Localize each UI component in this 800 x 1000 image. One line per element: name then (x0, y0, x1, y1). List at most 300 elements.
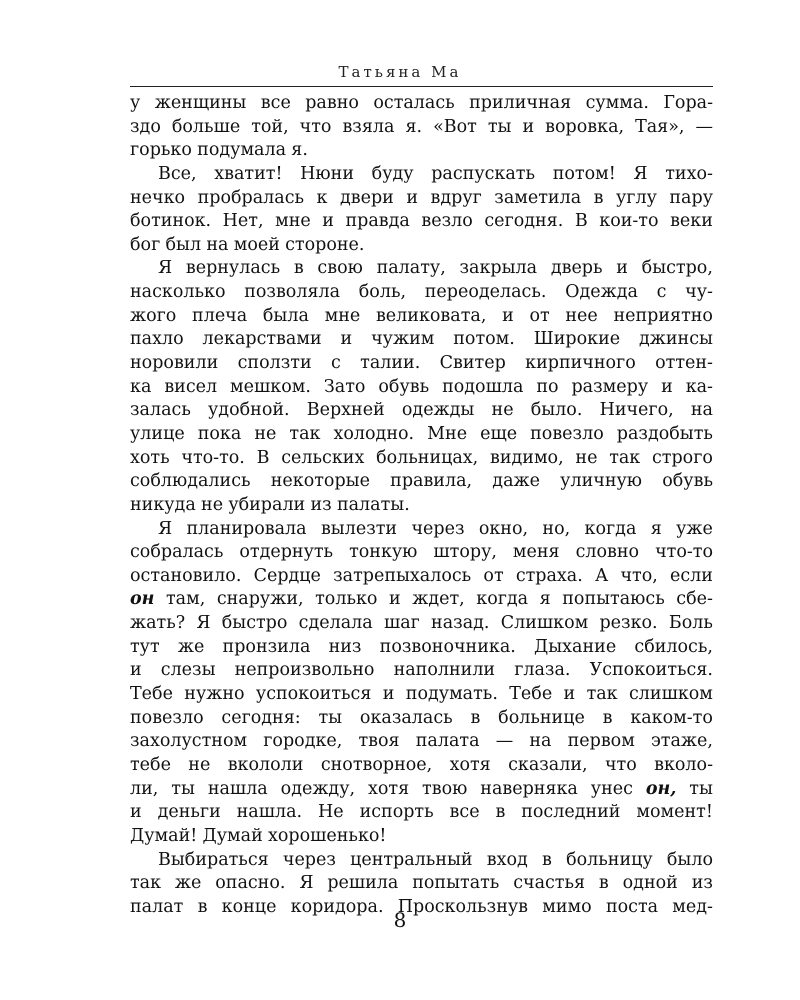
word: подошла (442, 376, 524, 397)
word: все (449, 802, 480, 823)
word: моей (233, 234, 280, 255)
text-line (130, 518, 713, 542)
word: правила, (390, 471, 473, 492)
word: правда (345, 211, 410, 232)
text-line (130, 116, 713, 140)
word: воровка, (545, 116, 625, 137)
word: двери (339, 187, 394, 208)
text-line (130, 612, 713, 636)
word: и (502, 305, 514, 326)
word: к (316, 187, 328, 208)
word: строго (652, 447, 713, 468)
body-text (130, 92, 713, 919)
word: обувь (662, 471, 713, 492)
word: Не (318, 802, 344, 823)
word: и (130, 802, 142, 823)
word: не (188, 754, 211, 775)
word: залась (130, 400, 191, 421)
word: тут (130, 636, 160, 657)
word: ка- (685, 376, 713, 397)
word: и (661, 376, 673, 397)
word: хотя (367, 778, 410, 799)
word: низ (328, 636, 362, 657)
word: и (322, 211, 334, 232)
word: что-то. (181, 447, 245, 468)
word: одной (622, 873, 678, 894)
word: так (130, 873, 162, 894)
word: кои-то (599, 211, 659, 232)
word: сбе- (676, 589, 713, 610)
word: веки (670, 211, 713, 232)
word: Я (633, 163, 648, 184)
word: джинсы (639, 329, 713, 350)
word: через (411, 518, 465, 539)
word: пахло (130, 329, 184, 350)
word: что (604, 754, 637, 775)
word: коридора. (290, 896, 384, 917)
word: удобной. (208, 400, 290, 421)
word: унес (590, 778, 633, 799)
word: талии. (360, 353, 421, 374)
word: из (310, 494, 332, 515)
header-rule (130, 86, 713, 87)
word: Проскользнув (397, 896, 529, 917)
word: испорть (359, 802, 434, 823)
word: улице (130, 423, 185, 444)
word: остановило. (130, 565, 242, 586)
text-line (130, 210, 713, 234)
word: шаг (383, 613, 420, 634)
word: кирпичного (525, 353, 636, 374)
word: на (529, 731, 552, 752)
word: я. (291, 140, 308, 161)
word: собралась (130, 542, 224, 563)
word: центральный (350, 849, 473, 870)
word: у (130, 93, 141, 113)
word: вернулась (185, 258, 281, 279)
text-line (130, 423, 713, 447)
text-line (130, 730, 713, 754)
word: одежды (401, 400, 475, 421)
word: уже (676, 518, 713, 539)
word: А (594, 565, 609, 586)
word: заметила (494, 187, 582, 208)
word: захолустном (130, 731, 248, 752)
word: плеча (192, 305, 248, 326)
word: раздобыть (616, 423, 713, 444)
word: стороне. (285, 234, 365, 255)
word: не (491, 400, 514, 421)
word: быстро, (641, 258, 713, 279)
word: и (522, 116, 535, 137)
text-line (130, 92, 713, 116)
word: попытать (412, 873, 500, 894)
text-line (130, 470, 713, 494)
word: от (529, 305, 550, 326)
word: последний (521, 802, 621, 823)
word: Слишком (500, 613, 589, 634)
word: вход (486, 849, 528, 870)
word: лекарствами (202, 329, 322, 350)
text-line (130, 754, 713, 778)
word: палаты. (336, 494, 410, 515)
word: подумать. (405, 684, 498, 705)
text-line (130, 399, 713, 423)
word: не (201, 494, 224, 515)
word: в (293, 258, 304, 279)
word: Я (158, 258, 173, 279)
word: с (656, 282, 667, 303)
word: здо (130, 116, 161, 137)
word: было (666, 849, 713, 870)
text-line (130, 376, 713, 400)
word: ты (487, 116, 512, 137)
word: уличную (560, 471, 643, 492)
word: некоторые (270, 471, 370, 492)
word: «Вот (433, 116, 477, 137)
word: Все, (158, 163, 197, 184)
word: поста (605, 896, 659, 917)
word: и (382, 684, 395, 705)
word: быстро (221, 613, 288, 634)
word: снотворное, (320, 754, 433, 775)
word: Думай (202, 825, 263, 846)
word: позволяла (244, 282, 341, 303)
word: ты (689, 778, 713, 799)
word: В (256, 447, 270, 468)
word: резко. (599, 613, 658, 634)
word: больше (171, 116, 241, 137)
word: жого (130, 305, 177, 326)
word: пробралась (197, 187, 305, 208)
word: глаза. (514, 660, 571, 681)
word: повезло (530, 423, 604, 444)
word: сбилось, (634, 636, 713, 657)
word: и (563, 684, 576, 705)
word: так (586, 684, 618, 705)
word: сегодня: (221, 707, 301, 728)
word: больницу (566, 849, 653, 870)
text-line (130, 305, 713, 329)
word: не (254, 423, 277, 444)
text-line (130, 588, 713, 612)
word: сумма. (585, 93, 649, 113)
word: Гора- (663, 93, 713, 113)
text-line (130, 328, 713, 352)
word: Широкие (533, 329, 621, 350)
word: Сердце (253, 565, 321, 586)
word: успокоиться (255, 684, 372, 705)
word: он (130, 589, 155, 610)
word: Я (196, 613, 211, 634)
word: что, (620, 565, 658, 586)
word: размеру (571, 376, 649, 397)
word: и (406, 187, 418, 208)
word: Нюни (300, 163, 354, 184)
word: нашла (207, 778, 268, 799)
word: когда (584, 518, 637, 539)
word: непроизвольно (234, 660, 375, 681)
word: тонкую (349, 542, 418, 563)
word: и (340, 329, 353, 350)
word: буду (371, 163, 414, 184)
word: тихо- (665, 163, 713, 184)
word: даже (492, 471, 540, 492)
word: равно (305, 93, 359, 113)
word: боль, (358, 282, 407, 303)
word: взяла (342, 116, 395, 137)
word: наполнили (393, 660, 496, 681)
word: убирали (228, 494, 306, 515)
word: распускать (431, 163, 536, 184)
word: деньги (157, 802, 221, 823)
text-line (130, 139, 713, 163)
word: приличная (469, 93, 572, 113)
word: попытаюсь (562, 589, 665, 610)
word: штору, (433, 542, 497, 563)
word: свою (317, 258, 363, 279)
word: Успокоиться. (589, 660, 713, 681)
word: этаже, (651, 731, 713, 752)
word: больнице (498, 707, 585, 728)
word: Верхней (306, 400, 385, 421)
word: только (315, 589, 378, 610)
word: палата (415, 731, 480, 752)
word: городке, (263, 731, 343, 752)
word: — (495, 731, 514, 752)
word: больницах, (376, 447, 479, 468)
word: мешком. (230, 376, 311, 397)
word: соблюдались (130, 471, 251, 492)
word: он, (645, 778, 677, 799)
word: слезы (160, 660, 216, 681)
word: и (616, 258, 628, 279)
text-line (130, 257, 713, 281)
word: сельских (281, 447, 365, 468)
word: пока (197, 423, 242, 444)
word: одежду, (280, 778, 356, 799)
word: нужно (184, 684, 245, 705)
word: на (206, 234, 229, 255)
text-line (130, 187, 713, 211)
word: момент! (636, 802, 713, 823)
text-line (130, 636, 713, 660)
word: был (165, 234, 202, 255)
word: в (602, 707, 613, 728)
word: там, (165, 589, 206, 610)
word: и (130, 660, 142, 681)
word: чу- (685, 282, 713, 303)
word: бог (130, 234, 161, 255)
word: нашла. (236, 802, 303, 823)
word: повезло (130, 707, 204, 728)
word: из (691, 873, 713, 894)
word: было. (530, 400, 583, 421)
word: никуда (130, 494, 196, 515)
word: Зато (323, 376, 366, 397)
word: чужим (371, 329, 435, 350)
word: оказалась (359, 707, 453, 728)
word: оттен- (655, 353, 713, 374)
word: в (542, 849, 552, 870)
word: на (690, 400, 713, 421)
word: но, (542, 518, 571, 539)
text-line (130, 494, 713, 518)
word: осталась (373, 93, 455, 113)
word: нечко (130, 187, 186, 208)
word: хватит! (214, 163, 283, 184)
word: назад. (431, 613, 490, 634)
word: сползти (237, 353, 312, 374)
word: Ничего, (599, 400, 674, 421)
text-line (130, 163, 713, 187)
word: вдруг (430, 187, 482, 208)
word: снаружи, (216, 589, 304, 610)
word: же (174, 873, 202, 894)
word: ты (318, 707, 343, 728)
word: затрепыхалось (333, 565, 472, 586)
word: вколо- (654, 754, 713, 775)
word: что-то (655, 542, 713, 563)
word: твоя (358, 731, 400, 752)
word: была (262, 305, 309, 326)
word: наверняка (480, 778, 578, 799)
word: великовата, (375, 305, 487, 326)
word: отдернуть (239, 542, 334, 563)
word: в (598, 873, 609, 894)
word: холодно. (333, 423, 415, 444)
word: каком-то (630, 707, 713, 728)
word: я. (405, 116, 423, 137)
word: мне (324, 305, 361, 326)
word: потом. (453, 329, 515, 350)
word: висел (164, 376, 218, 397)
word: опасно. (215, 873, 286, 894)
text-line (130, 281, 713, 305)
word: Нет, (222, 211, 264, 232)
text-line (130, 352, 713, 376)
word: так (609, 447, 641, 468)
word: через (282, 849, 336, 870)
word: подумала (197, 140, 287, 161)
page-number: 8 (393, 908, 407, 932)
word: ждет, (412, 589, 465, 610)
text-line (130, 541, 713, 565)
word: я (650, 518, 662, 539)
word: что (299, 116, 332, 137)
word: тебе (130, 754, 171, 775)
word: мне (275, 211, 311, 232)
word: жать? (130, 613, 186, 634)
word: той, (251, 116, 289, 137)
word: если (669, 565, 713, 586)
word: Думай! (130, 825, 198, 846)
text-line (130, 707, 713, 731)
word: так (289, 423, 321, 444)
word: нее (565, 305, 598, 326)
word: Одежда (565, 282, 638, 303)
word: везло (421, 211, 473, 232)
word: вкололи (227, 754, 304, 775)
word: вылезти (320, 518, 398, 539)
word: в (593, 187, 604, 208)
word: Дыхание (534, 636, 617, 657)
word: хоть (130, 447, 170, 468)
word: Свитер (439, 353, 506, 374)
word: палату, (376, 258, 446, 279)
word: пару (669, 187, 713, 208)
word: слишком (628, 684, 713, 705)
word: когда (476, 589, 529, 610)
word: углу (616, 187, 657, 208)
word: еще (480, 423, 518, 444)
word: — (695, 116, 713, 137)
word: окно, (478, 518, 529, 539)
text-line (130, 872, 713, 896)
word: хотя (449, 754, 491, 775)
word: насколько (130, 282, 226, 303)
word: Тая», (635, 116, 685, 137)
word: ка (130, 376, 152, 397)
text-line (130, 447, 713, 471)
word: по (536, 376, 559, 397)
word: переоделась. (424, 282, 547, 303)
word: все (260, 93, 291, 113)
word: словно (575, 542, 640, 563)
word: потом! (552, 163, 616, 184)
word: сказали, (508, 754, 588, 775)
word: хорошенько! (268, 825, 387, 846)
word: обувь (378, 376, 430, 397)
text-line (130, 778, 713, 802)
word: и (389, 589, 401, 610)
word: Боль (668, 613, 713, 634)
word: меня (512, 542, 560, 563)
word: палат (130, 896, 184, 917)
word: ли, (130, 778, 159, 799)
text-line (130, 801, 713, 825)
word: сделала (298, 613, 373, 634)
text-line (130, 659, 713, 683)
word: от (483, 565, 504, 586)
text-line (130, 565, 713, 589)
word: Я (299, 873, 314, 894)
word: Тебе (130, 684, 173, 705)
word: решила (327, 873, 399, 894)
word: сегодня. (484, 211, 564, 232)
word: страха. (515, 565, 583, 586)
word: видимо, (489, 447, 564, 468)
text-line (130, 234, 713, 258)
word: с (330, 353, 341, 374)
word: женщины (154, 93, 247, 113)
word: мимо (542, 896, 592, 917)
text-line (130, 825, 713, 849)
word: в (470, 707, 481, 728)
word: дверь (550, 258, 603, 279)
word: ботинок. (130, 211, 212, 232)
word: Мне (427, 423, 468, 444)
running-head-author: Татьяна Ма (338, 63, 462, 81)
word: норовили (130, 353, 219, 374)
word: твою (422, 778, 468, 799)
word: первом (567, 731, 635, 752)
text-line (130, 683, 713, 707)
word: конце (221, 896, 277, 917)
word: неприятно (613, 305, 713, 326)
word: Я (158, 518, 173, 539)
word: не (575, 447, 598, 468)
